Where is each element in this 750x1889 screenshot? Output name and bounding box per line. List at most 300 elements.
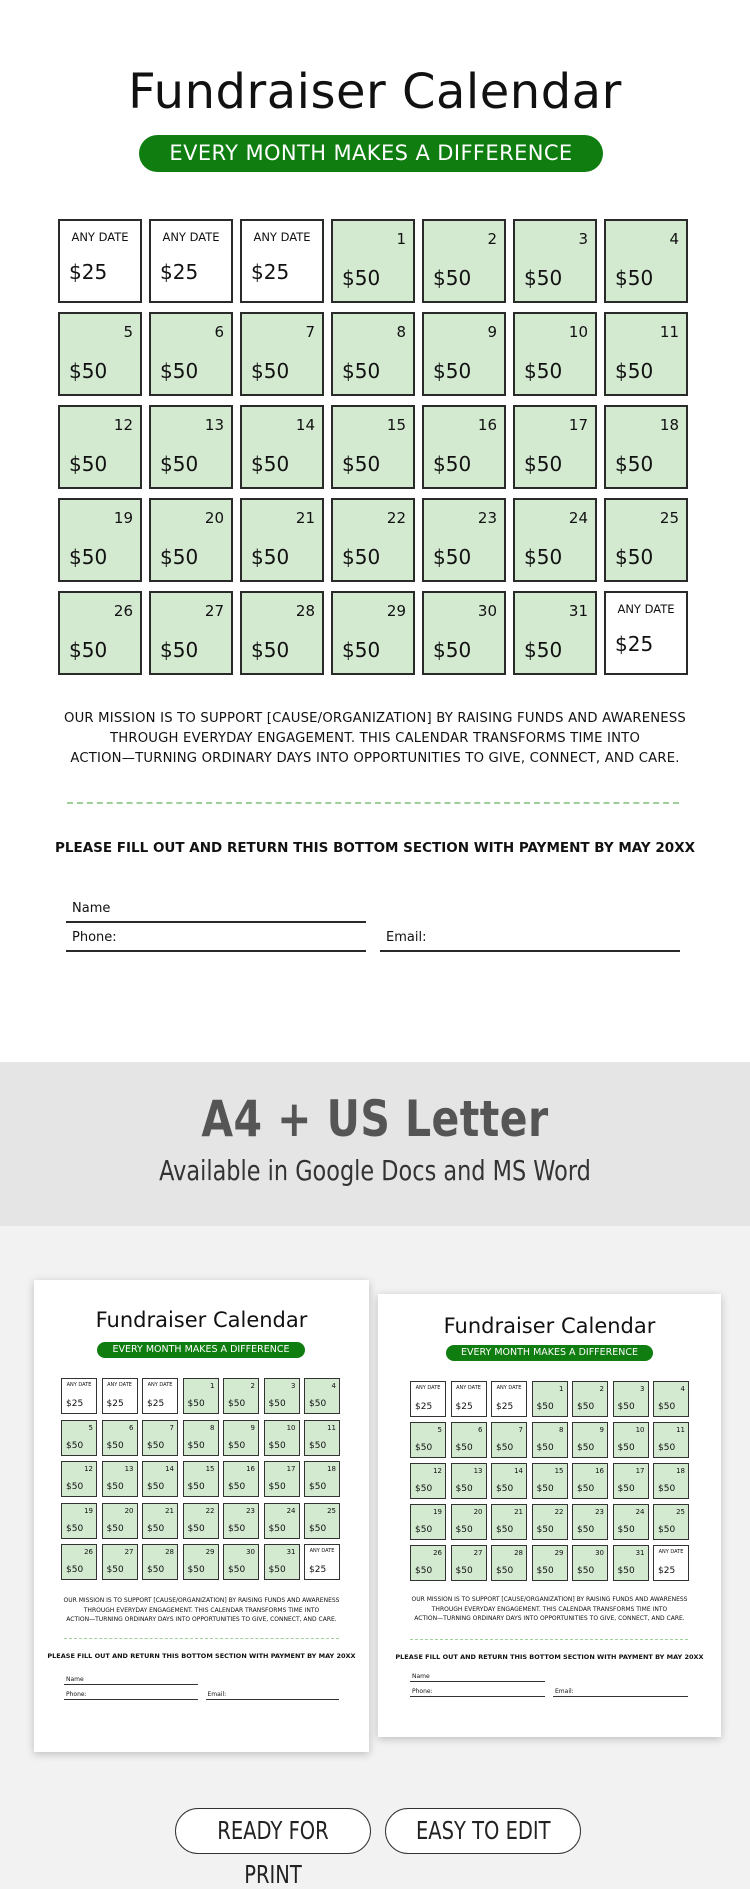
donation-amount: $50 [577, 1566, 595, 1576]
mini-calendar-grid [410, 1381, 694, 1586]
day-cell [61, 1461, 97, 1497]
day-number: 30 [595, 1549, 604, 1557]
donation-amount: $50 [187, 1523, 205, 1534]
mini-email-label: Email: [207, 1691, 227, 1698]
donation-amount: $50 [69, 452, 108, 476]
day-cell [653, 1422, 689, 1458]
donation-amount: $50 [617, 1443, 635, 1453]
calendar-grid [58, 219, 688, 674]
day-number: 31 [635, 1549, 645, 1557]
any-date-cell [102, 1378, 138, 1414]
mini-mission-line: ACTION—TURNING ORDINARY DAYS INTO OPPORTUNITIES TO GIVE, CONNECT, AND CARE. [414, 1615, 685, 1622]
donation-amount: $50 [342, 359, 381, 383]
donation-amount: $50 [455, 1484, 473, 1494]
donation-amount: $50 [536, 1484, 554, 1494]
any-date-label: ANY DATE [309, 1548, 335, 1554]
donation-amount: $50 [268, 1565, 286, 1575]
day-number: 11 [659, 323, 679, 341]
mini-tagline-pill: EVERY MONTH MAKES A DIFFERENCE [446, 1345, 653, 1361]
day-number: 8 [559, 1426, 564, 1434]
donation-amount: $50 [160, 638, 199, 662]
day-cell [491, 1463, 527, 1499]
day-cell [102, 1420, 138, 1456]
mini-email-field [206, 1688, 340, 1700]
day-cell [142, 1420, 178, 1456]
day-cell [142, 1503, 178, 1539]
day-number: 6 [214, 323, 224, 341]
day-cell [422, 219, 506, 303]
day-number: 27 [473, 1549, 483, 1557]
day-cell [331, 312, 415, 396]
day-number: 15 [205, 1465, 215, 1473]
day-cell [451, 1545, 487, 1581]
donation-amount: $50 [617, 1566, 635, 1576]
day-number: 3 [640, 1385, 645, 1393]
day-number: 23 [477, 509, 497, 527]
day-number: 10 [286, 1423, 296, 1432]
format-banner [0, 1062, 750, 1226]
day-cell [149, 312, 233, 396]
mini-tagline-pill: EVERY MONTH MAKES A DIFFERENCE [97, 1342, 305, 1358]
day-number: 20 [204, 509, 224, 527]
day-cell [613, 1545, 649, 1581]
day-number: 1 [559, 1385, 564, 1393]
donation-amount: $50 [455, 1525, 473, 1535]
day-number: 26 [113, 602, 133, 620]
day-cell [331, 591, 415, 675]
day-cell [264, 1461, 300, 1497]
day-cell [653, 1381, 689, 1417]
day-cell [653, 1463, 689, 1499]
donation-amount: $50 [617, 1484, 635, 1494]
donation-amount: $25 [658, 1566, 676, 1576]
donation-amount: $50 [228, 1482, 246, 1492]
day-number: 28 [295, 602, 315, 620]
mini-cut-line [64, 1638, 339, 1639]
any-date-label: ANY DATE [66, 1382, 92, 1388]
day-number: 5 [437, 1426, 442, 1434]
donation-amount: $25 [69, 260, 108, 284]
day-cell [240, 498, 324, 582]
day-cell [410, 1504, 446, 1540]
any-date-cell [149, 219, 233, 303]
day-cell [604, 498, 688, 582]
mission-statement [62, 709, 688, 769]
donation-amount: $50 [415, 1525, 433, 1535]
day-number: 24 [568, 509, 588, 527]
donation-amount: $50 [187, 1482, 205, 1492]
day-cell [304, 1461, 340, 1497]
donation-amount: $50 [106, 1523, 124, 1534]
donation-amount: $50 [106, 1565, 124, 1575]
ready-for-print-badge [175, 1808, 371, 1889]
mini-name-label: Name [412, 1673, 430, 1680]
donation-amount: $50 [536, 1443, 554, 1453]
donation-amount: $50 [433, 452, 472, 476]
donation-amount: $50 [187, 1565, 205, 1575]
return-instruction: PLEASE FILL OUT AND RETURN THIS BOTTOM SECTION WITH PAYMENT BY MAY 20XX [54, 840, 696, 856]
day-number: 29 [205, 1548, 215, 1556]
any-date-cell [491, 1381, 527, 1417]
day-cell [572, 1545, 608, 1581]
donation-amount: $50 [536, 1525, 554, 1535]
day-cell [572, 1422, 608, 1458]
day-number: 30 [477, 602, 497, 620]
day-number: 7 [518, 1426, 523, 1434]
day-number: 4 [669, 230, 679, 248]
day-cell [183, 1461, 219, 1497]
day-cell [532, 1422, 568, 1458]
day-cell [572, 1504, 608, 1540]
donation-amount: $50 [106, 1440, 124, 1451]
donation-amount: $50 [524, 638, 563, 662]
donation-amount: $50 [251, 545, 290, 569]
day-cell [572, 1463, 608, 1499]
day-number: 14 [295, 416, 315, 434]
any-date-cell [410, 1381, 446, 1417]
donation-amount: $50 [658, 1443, 676, 1453]
donation-amount: $50 [496, 1443, 514, 1453]
day-number: 26 [84, 1548, 93, 1556]
day-number: 17 [568, 416, 588, 434]
donation-amount: $25 [66, 1399, 84, 1409]
mini-mission-statement [388, 1595, 711, 1624]
day-number: 22 [386, 509, 406, 527]
day-cell [653, 1504, 689, 1540]
mini-mission-line: OUR MISSION IS TO SUPPORT [CAUSE/ORGANIZATION] BY RAISING FUNDS AND AWARENESS [411, 1596, 688, 1603]
day-cell [513, 312, 597, 396]
donation-amount: $50 [536, 1566, 554, 1576]
day-cell [61, 1503, 97, 1539]
day-cell [149, 405, 233, 489]
day-number: 27 [204, 602, 224, 620]
any-date-cell [451, 1381, 487, 1417]
us-letter-preview [378, 1294, 721, 1737]
donation-amount: $25 [615, 632, 654, 656]
day-number: 29 [386, 602, 406, 620]
day-number: 13 [204, 416, 224, 434]
any-date-label: ANY DATE [617, 602, 675, 616]
any-date-label: ANY DATE [496, 1385, 522, 1391]
donation-amount: $50 [160, 545, 199, 569]
mini-mission-line: THROUGH EVERYDAY ENGAGEMENT. THIS CALENDAR TRANSFORMS TIME INTO [83, 1606, 320, 1614]
donation-amount: $50 [342, 545, 381, 569]
day-number: 15 [554, 1467, 564, 1475]
day-number: 19 [113, 509, 133, 527]
day-number: 12 [433, 1467, 442, 1475]
donation-amount: $50 [228, 1523, 246, 1534]
day-number: 17 [635, 1467, 645, 1475]
day-cell [491, 1545, 527, 1581]
donation-amount: $50 [496, 1525, 514, 1535]
donation-amount: $50 [309, 1482, 327, 1492]
donation-amount: $50 [309, 1440, 327, 1451]
day-cell [410, 1545, 446, 1581]
day-number: 31 [568, 602, 588, 620]
day-number: 2 [487, 230, 497, 248]
name-field-label: Name [72, 901, 111, 916]
day-number: 12 [84, 1465, 93, 1473]
donation-amount: $50 [160, 452, 199, 476]
email-field[interactable] [380, 928, 680, 952]
day-cell [331, 405, 415, 489]
easy-to-edit-label: EASY TO EDIT [415, 1816, 551, 1845]
donation-amount: $50 [342, 452, 381, 476]
day-cell [223, 1503, 259, 1539]
donation-amount: $50 [455, 1443, 473, 1453]
mini-mission-statement [44, 1596, 359, 1625]
day-number: 18 [659, 416, 679, 434]
day-cell [491, 1504, 527, 1540]
cut-line [67, 802, 679, 804]
mini-phone-label: Phone: [412, 1688, 433, 1695]
day-number: 31 [286, 1548, 296, 1556]
donation-amount: $50 [106, 1482, 124, 1492]
any-date-cell [240, 219, 324, 303]
any-date-cell [61, 1378, 97, 1414]
day-cell [264, 1378, 300, 1414]
donation-amount: $25 [251, 260, 290, 284]
day-number: 21 [165, 1506, 174, 1515]
day-number: 1 [396, 230, 406, 248]
day-cell [422, 312, 506, 396]
day-cell [223, 1378, 259, 1414]
day-number: 7 [305, 323, 315, 341]
day-number: 28 [165, 1548, 174, 1556]
day-cell [223, 1420, 259, 1456]
mini-email-field [553, 1685, 688, 1697]
day-cell [604, 312, 688, 396]
donation-amount: $50 [577, 1443, 595, 1453]
donation-amount: $50 [415, 1566, 433, 1576]
day-number: 9 [487, 323, 497, 341]
donation-amount: $25 [496, 1402, 514, 1412]
donation-amount: $25 [147, 1399, 165, 1409]
mini-name-field [64, 1673, 198, 1685]
day-number: 14 [165, 1465, 174, 1473]
day-number: 27 [124, 1548, 134, 1556]
day-number: 13 [124, 1465, 134, 1473]
mini-mission-line: OUR MISSION IS TO SUPPORT [CAUSE/ORGANIZATION] BY RAISING FUNDS AND AWARENESS [63, 1597, 340, 1604]
donation-amount: $50 [496, 1484, 514, 1494]
day-number: 24 [635, 1508, 645, 1516]
day-number: 28 [514, 1549, 523, 1557]
day-cell [102, 1503, 138, 1539]
donation-amount: $50 [147, 1440, 165, 1451]
donation-amount: $50 [433, 638, 472, 662]
day-cell [240, 312, 324, 396]
donation-amount: $50 [433, 545, 472, 569]
donation-amount: $50 [577, 1402, 595, 1412]
day-cell [264, 1503, 300, 1539]
day-number: 16 [595, 1467, 604, 1475]
donation-amount: $50 [615, 266, 654, 290]
donation-amount: $25 [106, 1399, 124, 1409]
donation-amount: $50 [66, 1565, 84, 1575]
day-cell [451, 1422, 487, 1458]
mini-phone-field [64, 1688, 198, 1700]
donation-amount: $50 [268, 1523, 286, 1534]
day-number: 24 [286, 1506, 296, 1515]
day-cell [410, 1422, 446, 1458]
donation-amount: $50 [415, 1443, 433, 1453]
any-date-cell [304, 1544, 340, 1580]
mini-mission-line: ACTION—TURNING ORDINARY DAYS INTO OPPORTUNITIES TO GIVE, CONNECT, AND CARE. [66, 1616, 337, 1623]
mini-phone-field [410, 1685, 545, 1697]
donation-amount: $50 [69, 545, 108, 569]
day-number: 17 [286, 1465, 296, 1473]
day-number: 2 [250, 1382, 255, 1390]
day-cell [304, 1378, 340, 1414]
day-number: 26 [433, 1549, 442, 1557]
mini-return-instruction: PLEASE FILL OUT AND RETURN THIS BOTTOM SECTION WITH PAYMENT BY MAY 20XX [47, 1652, 356, 1660]
day-number: 11 [327, 1423, 336, 1432]
day-cell [102, 1544, 138, 1580]
donation-amount: $50 [228, 1565, 246, 1575]
any-date-label: ANY DATE [162, 230, 220, 244]
donation-amount: $50 [524, 545, 563, 569]
day-cell [264, 1420, 300, 1456]
day-number: 10 [635, 1426, 645, 1434]
donation-amount: $50 [268, 1482, 286, 1492]
day-number: 18 [676, 1467, 685, 1475]
day-number: 20 [124, 1506, 134, 1515]
donation-amount: $50 [251, 359, 290, 383]
day-cell [532, 1545, 568, 1581]
day-cell [223, 1544, 259, 1580]
mini-email-label: Email: [555, 1688, 574, 1695]
day-number: 22 [205, 1506, 215, 1515]
day-cell [532, 1504, 568, 1540]
day-cell [304, 1503, 340, 1539]
donation-amount: $50 [524, 452, 563, 476]
day-cell [604, 405, 688, 489]
donation-amount: $50 [455, 1566, 473, 1576]
tagline-pill: EVERY MONTH MAKES A DIFFERENCE [139, 135, 603, 172]
phone-field-label: Phone: [72, 930, 117, 945]
day-cell [513, 498, 597, 582]
day-cell [58, 312, 142, 396]
day-cell [149, 591, 233, 675]
mission-line: ACTION—TURNING ORDINARY DAYS INTO OPPORTUNITIES TO GIVE, CONNECT, AND CARE. [70, 751, 680, 766]
day-number: 16 [246, 1465, 255, 1473]
donation-amount: $50 [147, 1482, 165, 1492]
day-number: 8 [396, 323, 406, 341]
donation-amount: $50 [617, 1402, 635, 1412]
day-cell [58, 405, 142, 489]
donation-amount: $50 [268, 1440, 286, 1451]
mini-calendar-grid [61, 1378, 345, 1586]
format-title: A4 + US Letter [201, 1090, 549, 1148]
day-number: 3 [578, 230, 588, 248]
any-date-label: ANY DATE [71, 230, 129, 244]
day-cell [613, 1381, 649, 1417]
day-number: 12 [113, 416, 133, 434]
donation-amount: $50 [66, 1523, 84, 1534]
day-cell [61, 1420, 97, 1456]
format-subtitle: Available in Google Docs and MS Word [159, 1154, 591, 1187]
day-cell [410, 1463, 446, 1499]
day-cell [451, 1463, 487, 1499]
donation-amount: $25 [160, 260, 199, 284]
easy-to-edit-badge [385, 1808, 581, 1854]
day-cell [613, 1504, 649, 1540]
day-number: 2 [599, 1385, 604, 1393]
any-date-label: ANY DATE [456, 1385, 481, 1391]
ready-for-print-label: READY FOR PRINT [217, 1816, 329, 1889]
day-number: 21 [514, 1508, 523, 1516]
day-number: 9 [599, 1426, 604, 1434]
day-number: 18 [327, 1465, 336, 1473]
donation-amount: $25 [309, 1565, 327, 1575]
day-cell [513, 219, 597, 303]
donation-amount: $50 [228, 1440, 246, 1451]
donation-amount: $50 [66, 1482, 84, 1492]
day-cell [264, 1544, 300, 1580]
day-number: 25 [659, 509, 679, 527]
day-number: 13 [473, 1467, 483, 1475]
donation-amount: $50 [617, 1525, 635, 1535]
day-number: 25 [327, 1506, 336, 1515]
day-cell [513, 591, 597, 675]
donation-amount: $50 [342, 638, 381, 662]
day-number: 25 [676, 1508, 685, 1516]
mini-calendar-title: Fundraiser Calendar [443, 1314, 656, 1338]
day-number: 4 [680, 1385, 685, 1393]
email-field-label: Email: [386, 930, 427, 945]
day-cell [240, 591, 324, 675]
day-number: 19 [433, 1508, 442, 1516]
day-number: 8 [210, 1423, 215, 1432]
day-cell [422, 498, 506, 582]
donation-amount: $25 [455, 1402, 473, 1412]
any-date-cell [142, 1378, 178, 1414]
day-cell [240, 405, 324, 489]
any-date-label: ANY DATE [253, 230, 311, 244]
donation-amount: $50 [187, 1440, 205, 1451]
day-number: 16 [477, 416, 497, 434]
day-cell [422, 405, 506, 489]
donation-amount: $50 [147, 1565, 165, 1575]
mini-cut-line [410, 1639, 688, 1640]
day-number: 6 [129, 1423, 134, 1432]
day-cell [58, 498, 142, 582]
day-cell [102, 1461, 138, 1497]
donation-amount: $50 [615, 452, 654, 476]
donation-amount: $50 [524, 359, 563, 383]
day-number: 14 [514, 1467, 523, 1475]
day-cell [58, 591, 142, 675]
day-cell [604, 219, 688, 303]
donation-amount: $50 [658, 1402, 676, 1412]
donation-amount: $50 [69, 638, 108, 662]
day-cell [532, 1381, 568, 1417]
donation-amount: $50 [160, 359, 199, 383]
day-number: 11 [676, 1426, 685, 1434]
day-number: 5 [88, 1423, 93, 1432]
donation-amount: $50 [433, 266, 472, 290]
day-cell [142, 1544, 178, 1580]
phone-field[interactable] [66, 928, 366, 952]
a4-preview [34, 1280, 369, 1752]
any-date-cell [653, 1545, 689, 1581]
name-field[interactable] [66, 899, 366, 923]
donation-amount: $50 [577, 1525, 595, 1535]
day-cell [532, 1463, 568, 1499]
day-cell [572, 1381, 608, 1417]
day-cell [422, 591, 506, 675]
day-cell [142, 1461, 178, 1497]
